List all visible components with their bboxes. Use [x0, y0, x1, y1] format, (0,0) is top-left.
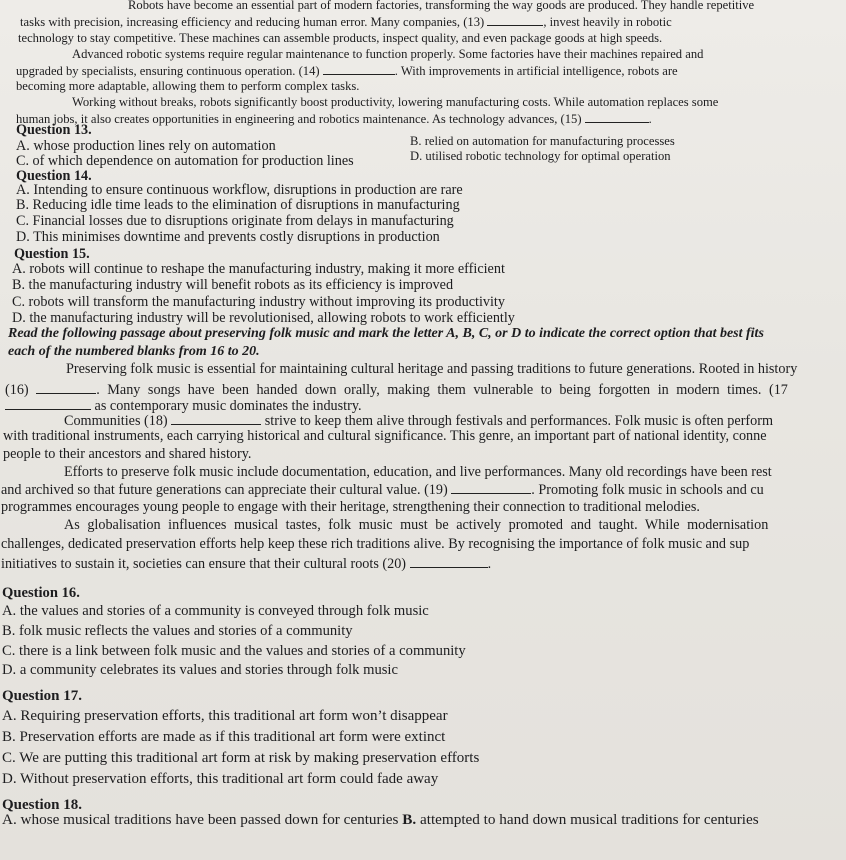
q18-option-b[interactable]: attempted to hand down musical traditions for centuries	[420, 811, 759, 828]
question-13-label: Question 13.	[16, 122, 92, 138]
blank-15[interactable]	[585, 110, 649, 123]
passage2-line: with traditional instruments, each carrying historical and cultural significance. This genre, an important part of national identity, conne	[3, 428, 767, 444]
q16-option-a[interactable]: A. the values and stories of a community is conveyed through folk music	[2, 603, 429, 619]
q17-option-d[interactable]: D. Without preservation efforts, this traditional art form could fade away	[2, 771, 439, 787]
passage2-line: Preserving folk music is essential for maintaining cultural heritage and passing traditions to future generations. Rooted in history	[66, 361, 798, 377]
passage2-line: (16) . Many songs have been handed down orally, making them vulnerable to being forgotten in modern times. (17	[5, 382, 788, 398]
q15-option-b[interactable]: B. the manufacturing industry will benefit robots as its efficiency is improved	[12, 277, 454, 293]
q16-option-b[interactable]: B. folk music reflects the values and stories of a community	[2, 623, 353, 639]
blank-19[interactable]	[451, 481, 531, 494]
blank-18[interactable]	[171, 412, 261, 425]
q18-options-row	[2, 812, 759, 828]
question-16-label: Question 16.	[2, 585, 80, 601]
q16-option-d[interactable]: D. a community celebrates its values and stories through folk music	[2, 662, 398, 678]
q17-option-b[interactable]: B. Preservation efforts are made as if this traditional art form were extinct	[2, 729, 446, 745]
q14-option-c[interactable]: C. Financial losses due to disruptions originate from delays in manufacturing	[16, 213, 454, 229]
q18-option-b-letter[interactable]: B.	[402, 811, 417, 828]
blank-14[interactable]	[323, 62, 395, 75]
q16-option-c[interactable]: C. there is a link between folk music and the values and stories of a community	[2, 643, 466, 659]
passage2-line: initiatives to sustain it, societies can ensure that their cultural roots (20) .	[1, 556, 492, 572]
q14-option-b[interactable]: B. Reducing idle time leads to the elimination of disruptions in manufacturing	[16, 197, 460, 213]
q13-option-a[interactable]: A. whose production lines rely on automation	[16, 138, 276, 154]
q15-option-a[interactable]: A. robots will continue to reshape the manufacturing industry, making it more efficient	[12, 261, 505, 277]
q17-option-a[interactable]: A. Requiring preservation efforts, this traditional art form won’t disappear	[2, 708, 448, 724]
q14-option-d[interactable]: D. This minimises downtime and prevents costly disruptions in production	[16, 229, 440, 245]
q13-option-c[interactable]: C. of which dependence on automation for production lines	[16, 153, 354, 169]
q17-option-c[interactable]: C. We are putting this traditional art form at risk by making preservation efforts	[2, 750, 480, 766]
blank-20[interactable]	[410, 555, 488, 568]
passage-line: upgraded by specialists, ensuring continuous operation. (14) . With improvements in artificial intelligence, robots are	[16, 64, 678, 78]
passage-line: human jobs, it also creates opportunities in engineering and robotics maintenance. As technology advances, (15) .	[16, 112, 652, 126]
q13-option-d[interactable]: D. utilised robotic technology for optimal operation	[410, 149, 671, 163]
q18-option-a[interactable]: A. whose musical traditions have been passed down for centuries	[2, 811, 399, 828]
blank-16[interactable]	[36, 381, 96, 394]
question-18-label: Question 18.	[2, 797, 83, 813]
question-14-label: Question 14.	[16, 168, 92, 184]
question-17-label: Question 17.	[2, 688, 83, 704]
blank-17[interactable]	[5, 397, 91, 410]
q14-option-a[interactable]: A. Intending to ensure continuous workflow, disruptions in production are rare	[16, 182, 463, 198]
passage-line: Robots have become an essential part of modern factories, transforming the way goods are produced. They handle repetitive	[128, 0, 755, 12]
passage2-line: programmes encourages young people to engage with their heritage, strengthening their connection to traditional melodies.	[1, 499, 700, 515]
q13-option-b[interactable]: B. relied on automation for manufacturing processes	[410, 134, 675, 148]
instruction-line-1: Read the following passage about preserving folk music and mark the letter A, B, C, or D to indicate the correct option that best fits	[8, 326, 764, 341]
passage2-line: people to their ancestors and shared history.	[3, 446, 252, 462]
q15-option-c[interactable]: C. robots will transform the manufacturing industry without improving its productivity	[12, 294, 505, 310]
passage2-line: As globalisation influences musical tastes, folk music must be actively promoted and taught. While modernisation	[64, 517, 769, 533]
q15-option-d[interactable]: D. the manufacturing industry will be revolutionised, allowing robots to work efficiently	[12, 310, 515, 326]
passage-line: technology to stay competitive. These machines can assemble products, inspect quality, and even package goods at high speeds.	[18, 31, 663, 45]
passage-line: becoming more adaptable, allowing them to perform complex tasks.	[16, 79, 360, 93]
passage-line: Working without breaks, robots significantly boost productivity, lowering manufacturing costs. While automation replaces some	[72, 95, 719, 109]
passage2-line: challenges, dedicated preservation efforts help keep these rich traditions alive. By recognising the importance of folk music and sup	[1, 536, 750, 552]
passage-line: tasks with precision, increasing efficiency and reducing human error. Many companies, (13) , invest heavily in robotic	[20, 15, 672, 29]
passage-line: Advanced robotic systems require regular maintenance to function properly. Some factories have their machines repaired and	[72, 47, 704, 61]
passage2-line: Communities (18) strive to keep them alive through festivals and performances. Folk music is often perform	[64, 413, 773, 429]
blank-13[interactable]	[487, 13, 543, 26]
passage2-line: as contemporary music dominates the industry.	[5, 397, 362, 414]
question-15-label: Question 15.	[14, 246, 90, 262]
passage2-line: Efforts to preserve folk music include documentation, education, and live performances. Many old recordings have been rest	[64, 464, 772, 480]
passage2-line: and archived so that future generations can appreciate their cultural value. (19) . Promoting folk music in schools and cu	[1, 482, 764, 498]
instruction-line-2: each of the numbered blanks from 16 to 20.	[8, 344, 260, 359]
